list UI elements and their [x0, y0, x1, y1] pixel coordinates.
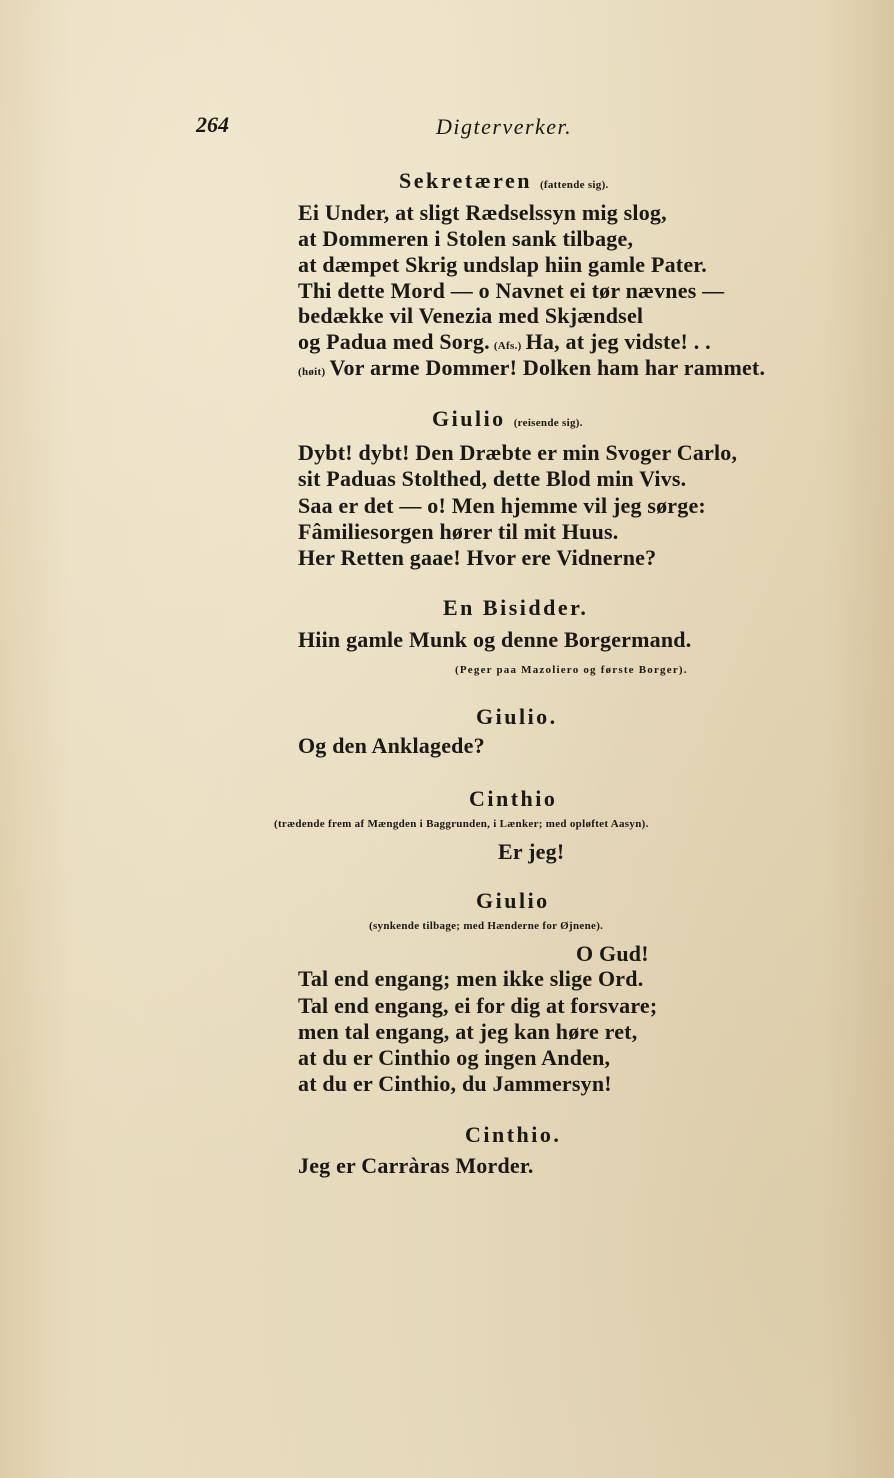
verse-line: Tal end engang, ei for dig at forsvare;: [298, 993, 658, 1018]
verse-line: at dæmpet Skrig undslap hiin gamle Pater.: [298, 252, 707, 277]
verse-line: men tal engang, at jeg kan høre ret,: [298, 1019, 638, 1044]
speaker-label: Sekretæren: [399, 168, 532, 193]
verse-text: Vor arme Dommer! Dolken ham har rammet.: [329, 355, 766, 380]
verse-line: Hiin gamle Munk og denne Borgermand.: [298, 627, 692, 652]
speaker-name: Giulio.: [476, 704, 558, 729]
stage-direction: (Afs.): [493, 340, 522, 352]
running-title: Digterverker.: [436, 114, 573, 139]
verse-text: Ha, at jeg vidste! . .: [525, 329, 711, 354]
speaker-name: Cinthio.: [465, 1122, 562, 1147]
verse-line: O Gud!: [576, 941, 649, 966]
verse-line: Er jeg!: [498, 839, 565, 864]
verse-line: [298, 329, 711, 355]
verse-line: Jeg er Carràras Morder.: [298, 1153, 534, 1178]
stage-direction: (Peger paa Mazoliero og første Borger).: [455, 664, 688, 676]
verse-line: Tal end engang; men ikke slige Ord.: [298, 966, 644, 991]
speaker-name: [432, 406, 583, 432]
verse-text: og Padua med Sorg.: [298, 329, 490, 354]
speaker-name: Giulio: [476, 888, 550, 913]
speaker-name: [399, 168, 609, 194]
verse-line: at du er Cinthio og ingen Anden,: [298, 1045, 611, 1070]
stage-direction: (fattende sig).: [539, 179, 609, 191]
verse-line: Thi dette Mord — o Navnet ei tør nævnes —: [298, 278, 725, 303]
verse-line: at Dommeren i Stolen sank tilbage,: [298, 226, 634, 251]
verse-line: Saa er det — o! Men hjemme vil jeg sørge:: [298, 493, 706, 518]
speaker-name: Cinthio: [469, 786, 558, 811]
stage-direction: (trædende frem af Mængden i Baggrunden, i Lænker; med opløftet Aasyn).: [274, 818, 649, 830]
verse-line: Ei Under, at sligt Rædselssyn mig slog,: [298, 200, 667, 225]
verse-line: Her Retten gaae! Hvor ere Vidnerne?: [298, 545, 657, 570]
verse-line: at du er Cinthio, du Jammersyn!: [298, 1071, 612, 1096]
verse-line: Fâmiliesorgen hører til mit Huus.: [298, 519, 619, 544]
verse-line: Dybt! dybt! Den Dræbte er min Svoger Carlo,: [298, 440, 738, 465]
page-number: 264: [196, 112, 229, 137]
verse-line: bedække vil Venezia med Skjændsel: [298, 303, 644, 328]
stage-direction: (høit): [298, 366, 326, 378]
stage-direction: (synkende tilbage; med Hænderne for Øjnene).: [369, 920, 604, 932]
speaker-label: Giulio: [432, 406, 506, 431]
running-head: [196, 112, 696, 146]
verse-line: Og den Anklagede?: [298, 733, 485, 758]
speaker-name: En Bisidder.: [443, 595, 589, 620]
verse-line: [298, 355, 765, 381]
verse-line: sit Paduas Stolthed, dette Blod min Vivs.: [298, 466, 687, 491]
stage-direction: (reisende sig).: [513, 417, 583, 429]
